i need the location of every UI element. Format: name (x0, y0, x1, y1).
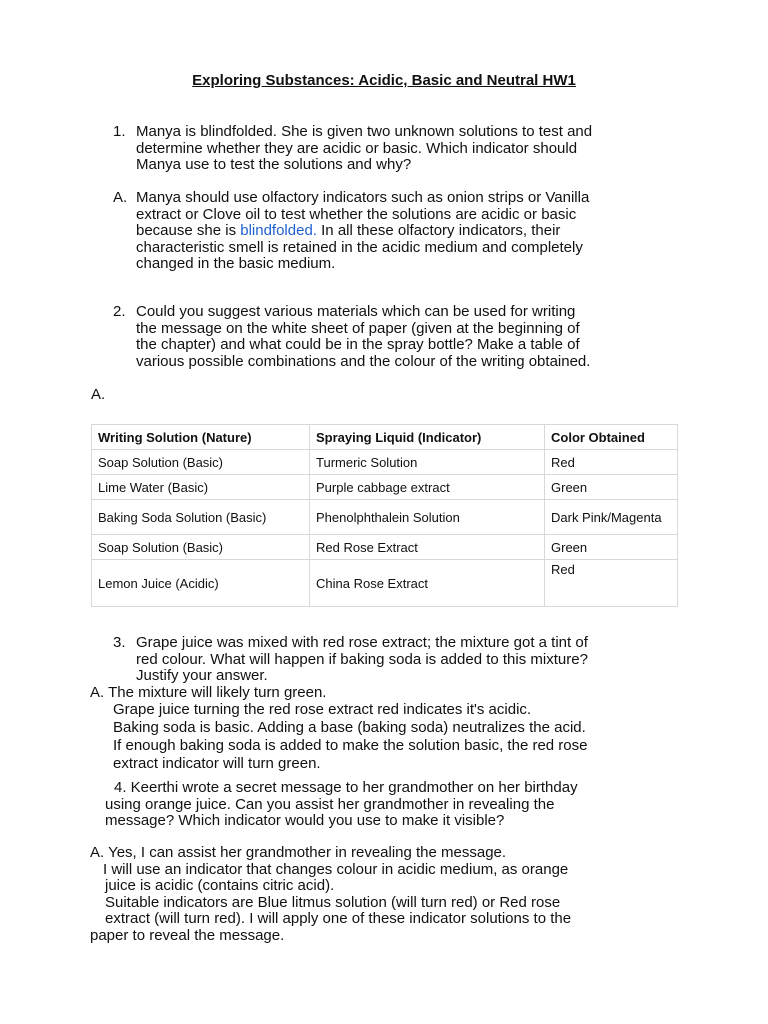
table-cell: Purple cabbage extract (310, 475, 545, 500)
table-cell: China Rose Extract (310, 560, 545, 607)
answer-1-line: Manya should use olfactory indicators such as onion strips or Vanilla (136, 189, 590, 206)
table-cell: Lemon Juice (Acidic) (92, 560, 310, 607)
table-cell: Turmeric Solution (310, 450, 545, 475)
table-header: Color Obtained (545, 425, 678, 450)
answer-1-line: changed in the basic medium. (136, 255, 336, 272)
question-2-line: the chapter) and what could be in the spray bottle? Make a table of (136, 336, 580, 353)
table-row (92, 535, 678, 560)
table-header: Spraying Liquid (Indicator) (310, 425, 545, 450)
question-2-number: 2. (113, 303, 126, 320)
answer-4-line: paper to reveal the message. (90, 926, 285, 944)
table-row (92, 475, 678, 500)
question-4-line: message? Which indicator would you use to make it visible? (105, 812, 505, 829)
table-header-row (92, 425, 678, 450)
table-row (92, 500, 678, 535)
answer-1-line (136, 223, 589, 240)
table-cell: Red (545, 560, 678, 607)
indicator-table (91, 424, 678, 607)
table-cell: Dark Pink/Magenta (545, 500, 678, 535)
question-4 (105, 780, 578, 830)
answer-4-line: extract (will turn red). I will apply one of these indicator solutions to the (105, 910, 572, 928)
table-cell: Red Rose Extract (310, 535, 545, 560)
table-cell: Soap Solution (Basic) (92, 450, 310, 475)
question-1-line: Manya is blindfolded. She is given two unknown solutions to test and (136, 123, 593, 140)
answer-3-line: Grape juice turning the red rose extract red indicates it's acidic. (113, 701, 532, 718)
answer-1-line: extract or Clove oil to test whether the solutions are acidic or basic (136, 205, 577, 223)
page-title: Exploring Substances: Acidic, Basic and Neutral HW1 (192, 72, 576, 89)
highlight-blindfolded: blindfolded. (240, 222, 317, 239)
question-1-line: Manya use to test the solutions and why? (136, 156, 412, 173)
table-cell: Green (545, 475, 678, 500)
answer-2-label: A. (91, 386, 106, 403)
answer-1-text: because she is (136, 222, 241, 239)
question-3-number: 3. (113, 634, 126, 651)
answer-4-line: I will use an indicator that changes colour in acidic medium, as orange (103, 860, 569, 878)
answer-1-line: characteristic smell is retained in the acidic medium and completely (136, 238, 583, 256)
question-2-line: Could you suggest various materials which can be used for writing (136, 303, 576, 320)
question-3-line: Justify your answer. (136, 667, 268, 684)
table-cell: Red (545, 450, 678, 475)
table-cell: Lime Water (Basic) (92, 475, 310, 500)
table-cell: Phenolphthalein Solution (310, 500, 545, 535)
answer-3-line: extract indicator will turn green. (113, 755, 321, 772)
answer-1-label: A. (113, 189, 128, 206)
answer-4-line: Suitable indicators are Blue litmus solution (will turn red) or Red rose (105, 893, 561, 911)
question-3-line: Grape juice was mixed with red rose extract; the mixture got a tint of (136, 634, 588, 651)
question-2-line: the message on the white sheet of paper (given at the beginning of (136, 319, 580, 337)
question-1-line: determine whether they are acidic or basic. Which indicator should (136, 139, 578, 157)
answer-4-line: juice is acidic (contains citric acid). (105, 877, 335, 895)
table-cell: Soap Solution (Basic) (92, 535, 310, 560)
question-3-line: red colour. What will happen if baking soda is added to this mixture? (136, 650, 588, 668)
answer-1-text: In all these olfactory indicators, their (316, 222, 561, 239)
question-4-line: using orange juice. Can you assist her grandmother in revealing the (105, 795, 555, 813)
table-cell: Green (545, 535, 678, 560)
table-header: Writing Solution (Nature) (92, 425, 310, 450)
answer-3-body (113, 701, 587, 773)
answer-3-first: A. The mixture will likely turn green. (90, 684, 327, 701)
question-4-line: 4. Keerthi wrote a secret message to her grandmother on her birthday (114, 779, 578, 796)
table-cell: Baking Soda Solution (Basic) (92, 500, 310, 535)
answer-4-line: A. Yes, I can assist her grandmother in revealing the message. (90, 844, 507, 861)
question-1-number: 1. (113, 123, 126, 140)
table-row (92, 450, 678, 475)
answer-3-line: If enough baking soda is added to make the solution basic, the red rose (113, 737, 588, 754)
answer-4 (90, 845, 571, 945)
answer-3-line: Baking soda is basic. Adding a base (baking soda) neutralizes the acid. (113, 719, 586, 736)
question-2-line: various possible combinations and the colour of the writing obtained. (136, 352, 591, 370)
table-row (92, 560, 678, 607)
